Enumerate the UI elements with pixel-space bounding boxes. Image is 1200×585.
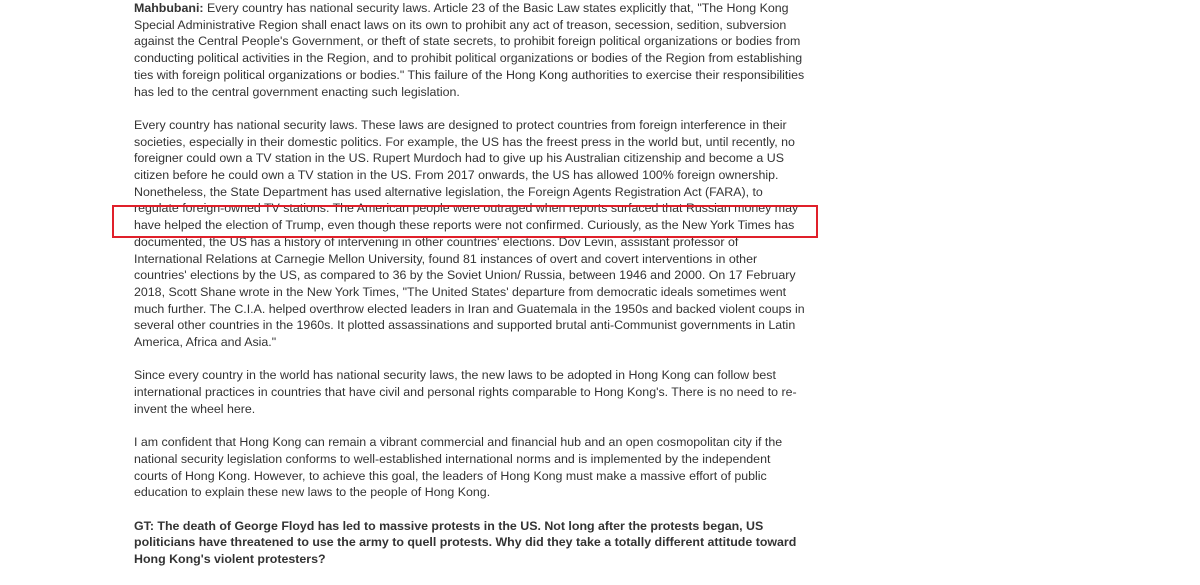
paragraph-confidence: I am confident that Hong Kong can remain a vibrant commercial and financial hub and an open cosmopolitan city if the national security legislation conforms to well-established international norms and is implemented by the independent courts of Hong Kong. However, to achieve this goal, the leaders of Hong Kong must make a massive effort of public education to explain these new laws to the people of Hong Kong. (134, 435, 783, 500)
speaker-label: Mahbubani: (134, 1, 204, 15)
paragraph-national-security-laws: Every country has national security laws. These laws are designed to protect countries from foreign interference in their societies, especially in their domestic politics. For example, the US has the freest press in the world but, until recently, no foreigner could own a TV station in the US. Rupert Murdoch had to give up his Australian citizenship and become a US citizen before he could own a TV station in the US. From 2017 onwards, the US has allowed 100% foreign ownership. Nonetheless, the State Department has used alternative legislation, the Foreign Agents Registration Act (FARA), to regulate foreign-owned TV stations. The American people were outraged when reports surfaced that Russian money may have helped the election of Trump, even though these reports were not confirmed. Curiously, as the New York Times has documented, the US has a history of intervening in other countries' elections. Dov Levin, assistant professor of International Relations at Carnegie Mellon University, found 81 instances of overt and covert interventions in other countries' elections by the US, as compared to 36 by the Soviet Union/ Russia, between 1946 and 2000. On 17 February 2018, Scott Shane wrote in the New York Times, "The United States' departure from democratic ideals sometimes went much further. The C.I.A. helped overthrow elected leaders in Iran and Guatemala in the 1950s and backed violent coups in several other countries in the 1960s. It plotted assassinations and supported brutal anti-Communist governments in Latin America, Africa and Asia." (134, 117, 805, 350)
answer-text: Every country has national security laws. Article 23 of the Basic Law states explicitly that, "The Hong Kong Special Administrative Region shall enact laws on its own to prohibit any act of treason, secession, sedition, subversion against the Central People's Government, or theft of state secrets, to prohibit foreign political organizations or bodies from conducting political activities in the Region, and to prohibit political organizations or bodies of the Region from establishing ties with foreign political organizations or bodies." This failure of the Hong Kong authorities to exercise their responsibilities has led to the central government enacting such legislation. (134, 1, 805, 99)
paragraph-gt-question: GT: The death of George Floyd has led to massive protests in the US. Not long after the protests began, US politicians have threatened to use the army to quell protests. Why did they take a totally different attitude toward Hong Kong's violent protesters? (134, 518, 797, 567)
paragraph-best-practices: Since every country in the world has national security laws, the new laws to be adopted in Hong Kong can follow best international practices in countries that have civil and personal rights comparable to Hong Kong's. There is no need to re-invent the wheel here. (134, 368, 797, 416)
paragraph-mahbubani-answer (134, 0, 806, 100)
article-body (134, 0, 806, 585)
